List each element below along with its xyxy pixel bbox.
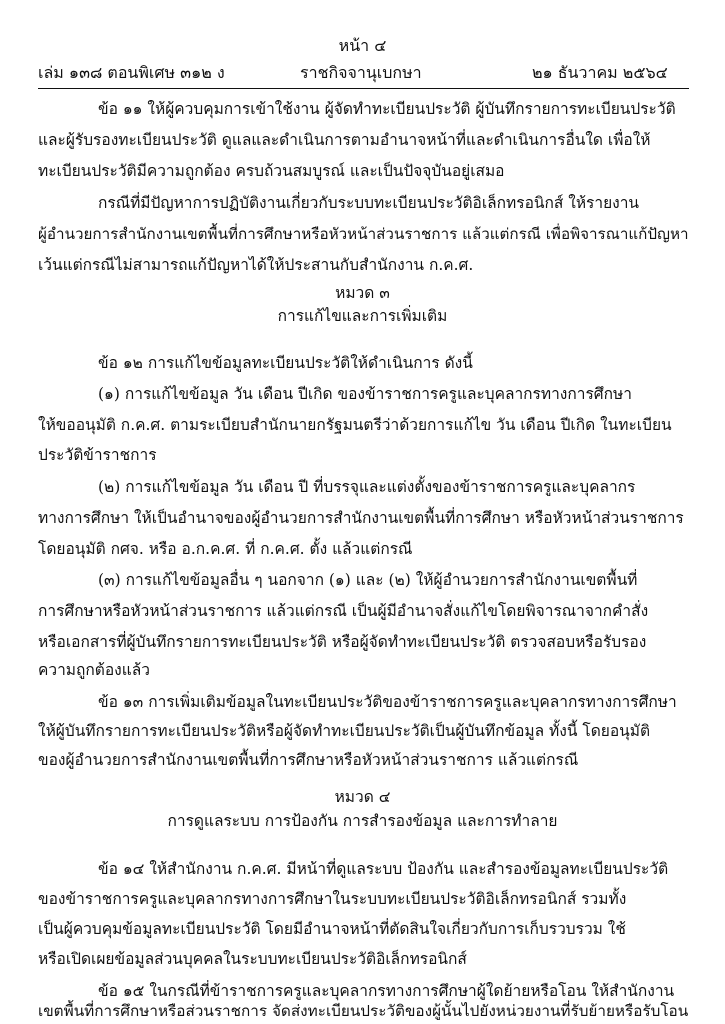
clause-12-item-3-line-4: ความถูกต้องแล้ว bbox=[38, 661, 150, 679]
clause-12-item-3-line-2: การศึกษาหรือหัวหน้าส่วนราชการ แล้วแต่กรณี เป็นผู้มีอำนาจสั่งแก้ไขโดยพิจารณาจากคำสั่ง bbox=[38, 602, 649, 620]
gazette-volume: เล่ม ๑๓๘ ตอนพิเศษ ๓๑๒ ง bbox=[38, 63, 225, 82]
clause-11-line-3: ทะเบียนประวัติมีความถูกต้อง ครบถ้วนสมบูรณ์ และเป็นปัจจุบันอยู่เสมอ bbox=[38, 162, 505, 180]
clause-15-line-1: ข้อ ๑๕ ในกรณีที่ข้าราชการครูและบุคลากรทางการศึกษาผู้ใดย้ายหรือโอน ให้สำนักงาน bbox=[98, 982, 675, 1000]
clause-12-item-2-line-2: ทางการศึกษา ให้เป็นอำนาจของผู้อำนวยการสำนักงานเขตพื้นที่การศึกษา หรือหัวหน้าส่วนราชการ bbox=[38, 509, 684, 527]
clause-11-line-2: และผู้รับรองทะเบียนประวัติ ดูแลและดำเนินการตามอำนาจหน้าที่และดำเนินการอื่นใด เพื่อให้ bbox=[38, 131, 651, 149]
clause-14-line-4: หรือเปิดเผยข้อมูลส่วนบุคคลในระบบทะเบียนประวัติอิเล็กทรอนิกส์ bbox=[38, 950, 467, 968]
clause-12-heading: ข้อ ๑๒ การแก้ไขข้อมูลทะเบียนประวัติให้ดำเนินการ ดังนี้ bbox=[98, 354, 473, 372]
clause-13-line-2: ให้ผู้บันทึกรายการทะเบียนประวัติหรือผู้จัดทำทะเบียนประวัติเป็นผู้บันทึกข้อมูล ทั้งนี้ โดยอนุมัติ bbox=[38, 722, 651, 740]
clause-15-line-2: เขตพื้นที่การศึกษาหรือส่วนราชการ จัดส่งทะเบียนประวัติของผู้นั้นไปยังหน่วยงานที่รับย้ายหรือรับโอน bbox=[38, 1002, 689, 1020]
clause-11-para-2-line-2: ผู้อำนวยการสำนักงานเขตพื้นที่การศึกษาหรือหัวหน้าส่วนราชการ แล้วแต่กรณี เพื่อพิจารณาแก้ปัญหา bbox=[38, 225, 689, 243]
clause-12-item-1-line-2: ให้ขออนุมัติ ก.ค.ศ. ตามระเบียบสำนักนายกรัฐมนตรีว่าด้วยการแก้ไข วัน เดือน ปีเกิด ในทะเบียน bbox=[38, 416, 672, 434]
clause-12-item-3-line-1: (๓) การแก้ไขข้อมูลอื่น ๆ นอกจาก (๑) และ (๒) ให้ผู้อำนวยการสำนักงานเขตพื้นที่ bbox=[98, 571, 638, 589]
clause-13-line-3: ของผู้อำนวยการสำนักงานเขตพื้นที่การศึกษาหรือหัวหน้าส่วนราชการ แล้วแต่กรณี bbox=[38, 751, 579, 769]
section-3-title: การแก้ไขและการเพิ่มเติม bbox=[277, 307, 448, 325]
clause-13-line-1: ข้อ ๑๓ การเพิ่มเติมข้อมูลในทะเบียนประวัติของข้าราชการครูและบุคลากรทางการศึกษา bbox=[98, 693, 677, 711]
gazette-name: ราชกิจจานุเบกษา bbox=[300, 63, 422, 82]
clause-14-line-1: ข้อ ๑๔ ให้สำนักงาน ก.ค.ศ. มีหน้าที่ดูแลระบบ ป้องกัน และสำรองข้อมูลทะเบียนประวัติ bbox=[98, 860, 669, 878]
clause-11-line-1: ข้อ ๑๑ ให้ผู้ควบคุมการเข้าใช้งาน ผู้จัดทำทะเบียนประวัติ ผู้บันทึกรายการทะเบียนประวัติ bbox=[98, 100, 676, 118]
clause-14-line-2: ของข้าราชการครูและบุคลากรทางการศึกษาในระบบทะเบียนประวัติอิเล็กทรอนิกส์ รวมทั้ง bbox=[38, 890, 627, 908]
clause-11-para-2-line-1: กรณีที่มีปัญหาการปฏิบัติงานเกี่ยวกับระบบทะเบียนประวัติอิเล็กทรอนิกส์ ให้รายงาน bbox=[98, 194, 640, 212]
section-4-title: การดูแลระบบ การป้องกัน การสำรองข้อมูล และการทำลาย bbox=[167, 812, 558, 830]
clause-12-item-1-line-3: ประวัติข้าราชการ bbox=[38, 446, 157, 464]
gazette-date: ๒๑ ธันวาคม ๒๕๖๔ bbox=[532, 63, 668, 82]
clause-12-item-1-line-1: (๑) การแก้ไขข้อมูล วัน เดือน ปีเกิด ของข้าราชการครูและบุคลากรทางการศึกษา bbox=[98, 385, 632, 403]
section-4-number: หมวด ๔ bbox=[334, 788, 391, 806]
section-3-number: หมวด ๓ bbox=[335, 284, 390, 302]
clause-11-para-2-line-3: เว้นแต่กรณีไม่สามารถแก้ปัญหาได้ให้ประสานกับสำนักงาน ก.ค.ศ. bbox=[38, 256, 474, 274]
clause-12-item-2-line-1: (๒) การแก้ไขข้อมูล วัน เดือน ปี ที่บรรจุและแต่งตั้งของข้าราชการครูและบุคลากร bbox=[98, 478, 636, 496]
header-divider bbox=[38, 88, 689, 89]
clause-12-item-3-line-3: หรือเอกสารที่ผู้บันทึกรายการทะเบียนประวัติ หรือผู้จัดทำทะเบียนประวัติ ตรวจสอบหรือรับรอง bbox=[38, 633, 647, 651]
page-number: หน้า ๔ bbox=[338, 36, 387, 55]
clause-14-line-3: เป็นผู้ควบคุมข้อมูลทะเบียนประวัติ โดยมีอำนาจหน้าที่ตัดสินใจเกี่ยวกับการเก็บรวบรวม ใช้ bbox=[38, 920, 626, 938]
clause-12-item-2-line-3: โดยอนุมัติ กศจ. หรือ อ.ก.ค.ศ. ที่ ก.ค.ศ. ตั้ง แล้วแต่กรณี bbox=[38, 540, 413, 558]
